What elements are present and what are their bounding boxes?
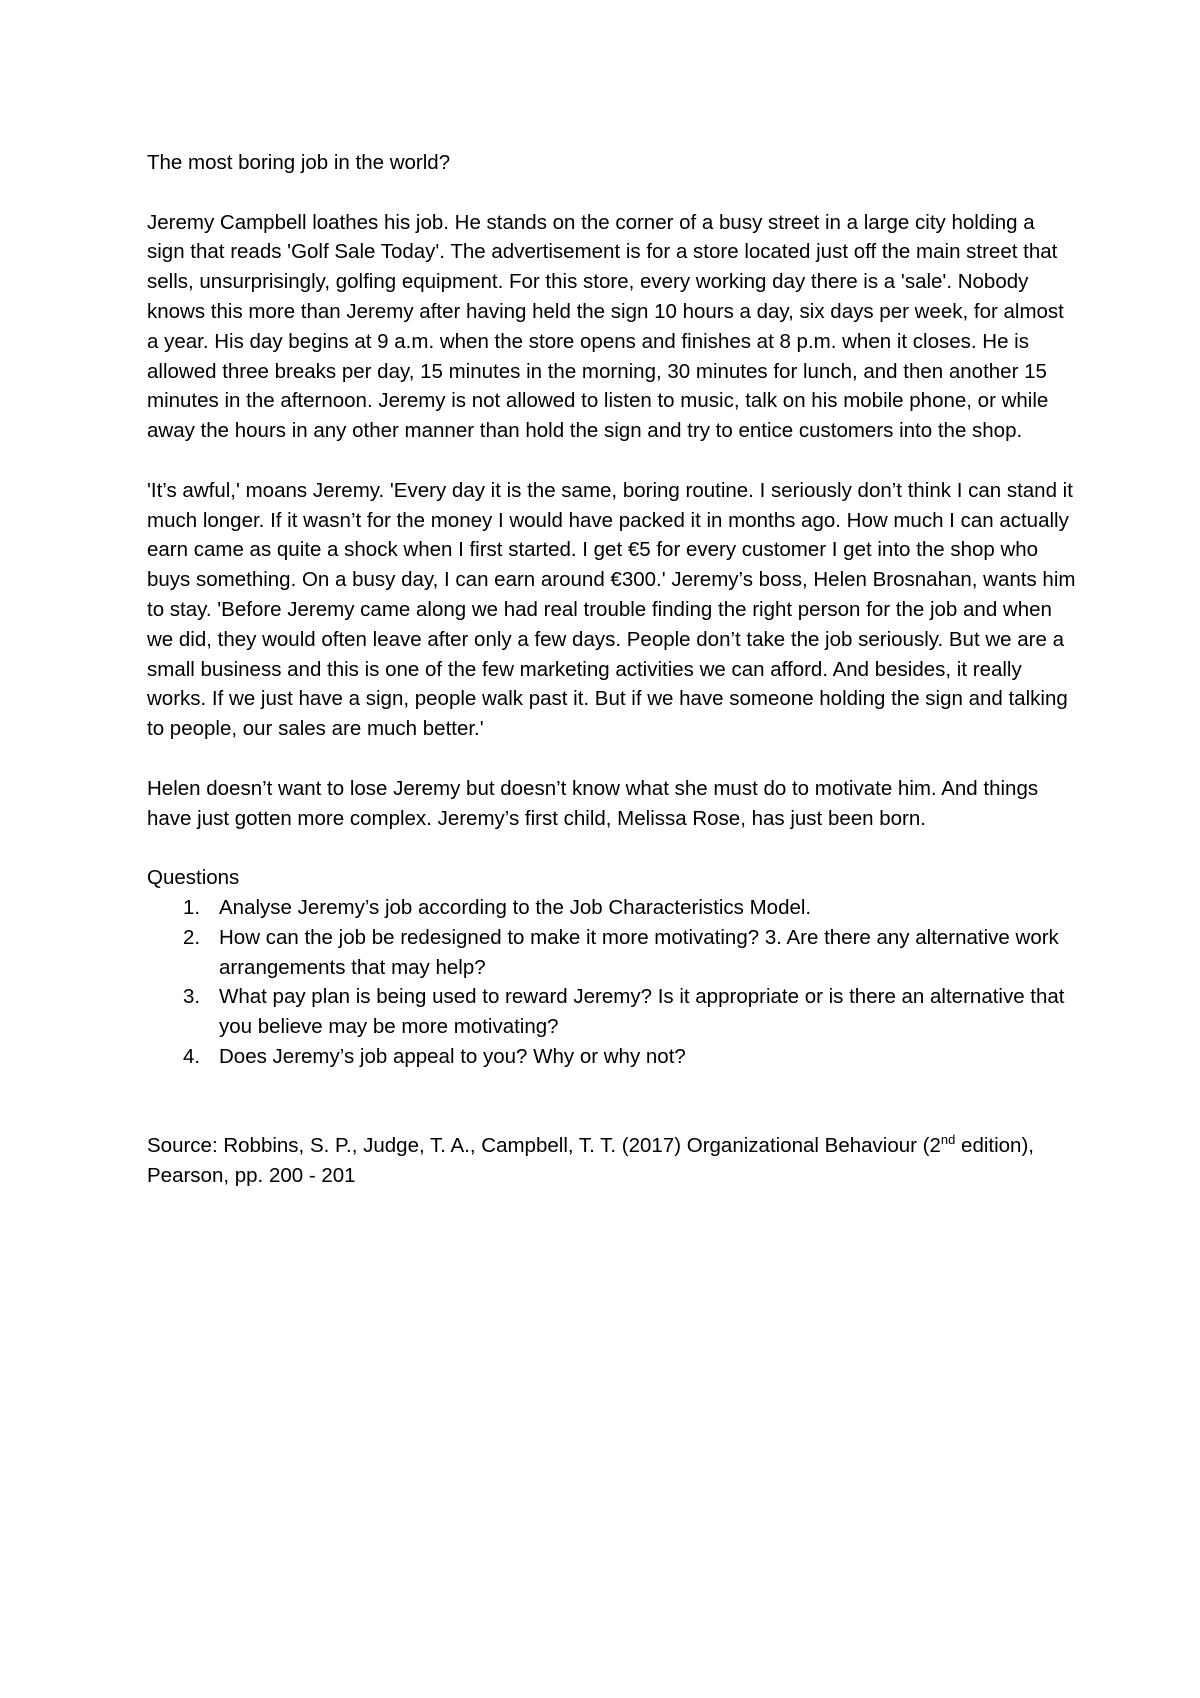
question-text: What pay plan is being used to reward Jeremy? Is it appropriate or is there an alternative that you believe may be more motivating?: [219, 985, 1065, 1039]
question-item: [147, 893, 1077, 923]
question-text: How can the job be redesigned to make it more motivating? 3. Are there any alternative work arrangements that may help?: [219, 925, 1059, 979]
source-text-end: edition), Pearson, pp. 200 - 201: [147, 1134, 1034, 1188]
question-text: Analyse Jeremy’s job according to the Job Characteristics Model.: [219, 895, 812, 919]
question-text: Does Jeremy’s job appeal to you? Why or why not?: [219, 1044, 686, 1068]
source-superscript: nd: [940, 1132, 956, 1148]
paragraph-gap: [147, 446, 1077, 476]
document-body: [147, 148, 1077, 1191]
paragraph-quote: 'It’s awful,' moans Jeremy. 'Every day it is the same, boring routine. I seriously don’t think I can stand it much longer. If it wasn’t for the money I would have packed it in months ago. How much I can actually earn came as quite a shock when I first started. I get €5 for every customer I get into the shop who buys something. On a busy day, I can earn around €300.' Jeremy’s boss, Helen Brosnahan, wants him to stay. 'Before Jeremy came along we had real trouble finding the right person for the job and when we did, they would often leave after only a few days. People don’t take the job seriously. But we are a small business and this is one of the few marketing activities we can afford. And besides, it really works. If we just have a sign, people walk past it. But if we have someone holding the sign and talking to people, our sales are much better.': [147, 478, 1076, 741]
paragraph-gap: [147, 178, 1077, 208]
question-item: [147, 923, 1077, 983]
paragraph-closing: Helen doesn’t want to lose Jeremy but doesn’t know what she must do to motivate him. And things have just gotten more complex. Jeremy’s first child, Melissa Rose, has just been born.: [147, 776, 1039, 830]
question-number: 2.: [183, 925, 201, 949]
questions-list: [147, 893, 1077, 1072]
paragraph-gap: [147, 744, 1077, 774]
question-number: 3.: [183, 985, 201, 1009]
paragraph-intro: Jeremy Campbell loathes his job. He stands on the corner of a busy street in a large city holding a sign that reads 'Golf Sale Today'. The advertisement is for a store located just off the main street that sells, unsurprisingly, golfing equipment. For this store, every working day there is a 'sale'. Nobody knows this more than Jeremy after having held the sign 10 hours a day, six days per week, for almost a year. His day begins at 9 a.m. when the store opens and finishes at 8 p.m. when it closes. He is allowed three breaks per day, 15 minutes in the morning, 30 minutes for lunch, and then another 15 minutes in the afternoon. Jeremy is not allowed to listen to music, talk on his mobile phone, or while away the hours in any other manner than hold the sign and try to entice customers into the shop.: [147, 210, 1064, 443]
paragraph-gap: [147, 1072, 1077, 1102]
source-text: Source: Robbins, S. P., Judge, T. A., Campbell, T. T. (2017) Organizational Behaviour (2: [147, 1134, 941, 1158]
source-citation: [147, 1131, 1077, 1191]
question-number: 1.: [183, 895, 201, 919]
questions-heading: Questions: [147, 866, 240, 890]
document-title: The most boring job in the world?: [147, 151, 451, 174]
paragraph-gap: [147, 1102, 1077, 1132]
question-number: 4.: [183, 1044, 201, 1068]
question-item: [147, 982, 1077, 1042]
paragraph-gap: [147, 833, 1077, 863]
question-item: [147, 1042, 1077, 1072]
